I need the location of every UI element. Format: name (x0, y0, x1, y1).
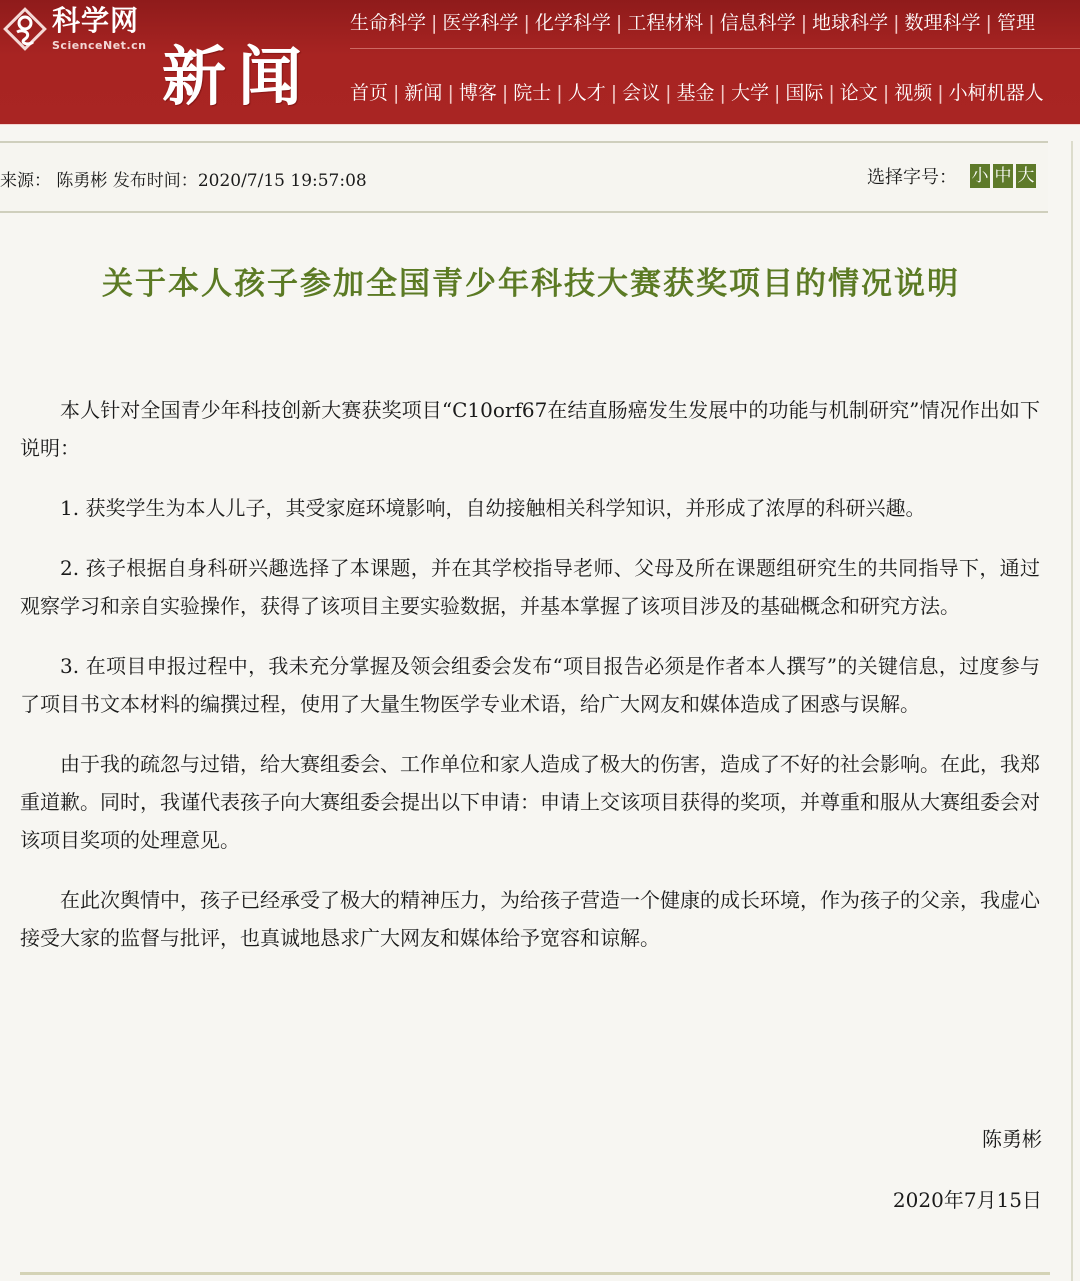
nav-separator: | (523, 12, 530, 34)
nav-funding[interactable]: 基金 (676, 82, 715, 104)
sciencenet-logo[interactable] (2, 4, 162, 54)
logo-text-cn: 科学网 (52, 4, 140, 37)
article-sign-date: 2020年7月15日 (892, 1188, 1042, 1212)
nav-separator: | (393, 82, 400, 104)
publish-time-label: 发布时间： (112, 171, 198, 191)
article-body (20, 391, 1040, 979)
nav-conferences[interactable]: 会议 (622, 82, 661, 104)
nav-separator: | (615, 12, 623, 34)
source-label: 来源： (0, 171, 51, 191)
nav-separator: | (800, 12, 808, 34)
nav-separator: | (985, 12, 992, 34)
nav-life-science[interactable]: 生命科学 (350, 12, 427, 34)
article-bottom-divider (20, 1272, 1050, 1275)
nav-universities[interactable]: 大学 (730, 82, 769, 104)
nav-separator: | (882, 82, 890, 104)
article-paragraph-apology: 由于我的疏忽与过错，给大赛组委会、工作单位和家人造成了极大的伤害，造成了不好的社会影响。在此，我郑重道歉。同时，我谨代表孩子向大赛组委会提出以下申请：申请上交该项目获得的奖项，并尊重和服从大赛组委会对该项目奖项的处理意见。 (20, 752, 1040, 852)
nav-chemical-science[interactable]: 化学科学 (534, 12, 611, 34)
header-edge (0, 124, 1080, 125)
article-paragraph-2: 2. 孩子根据自身科研兴趣选择了本课题，并在其学校指导老师、父母及所在课题组研究生的共同指导下，通过观察学习和亲自实验操作，获得了该项目主要实验数据，并基本掌握了该项目涉及的基础概念和研究方法。 (20, 556, 1040, 618)
nav-academicians[interactable]: 院士 (513, 82, 552, 104)
publish-time-value: 2020/7/15 19:57:08 (197, 171, 367, 191)
nav-separator: | (501, 82, 509, 104)
nav-talent[interactable]: 人才 (567, 82, 606, 104)
nav-xiaoke-robot[interactable]: 小柯机器人 (948, 82, 1044, 104)
nav-management[interactable]: 管理 (996, 12, 1035, 34)
font-size-large-button[interactable]: 大 (1017, 166, 1035, 186)
article-paragraph-3: 3. 在项目申报过程中，我未充分掌握及领会组委会发布“项目报告必须是作者本人撰写”的关键信息，过度参与了项目书文本材料的编撰过程，使用了大量生物医学专业术语，给广大网友和媒体造成了困惑与误解。 (20, 654, 1040, 716)
nav-separator: | (665, 82, 672, 104)
nav-separator: | (610, 82, 618, 104)
font-size-selector (867, 163, 1036, 189)
article-meta-bar (0, 141, 1048, 213)
section-title: 新闻 (162, 41, 314, 115)
nav-separator: | (893, 12, 900, 34)
nav-separator: | (431, 12, 438, 34)
nav-separator: | (937, 82, 944, 104)
nav-video[interactable]: 视频 (894, 82, 933, 104)
main-nav (350, 81, 1044, 105)
subject-nav (350, 11, 1035, 35)
article-title: 关于本人孩子参加全国青少年科技大赛获奖项目的情况说明 (102, 266, 960, 302)
article-paragraph-1: 1. 获奖学生为本人儿子，其受家庭环境影响，自幼接触相关科学知识，并形成了浓厚的科研兴趣。 (60, 496, 926, 520)
nav-math-physics[interactable]: 数理科学 (904, 12, 981, 34)
nav-news[interactable]: 新闻 (404, 82, 443, 104)
source-value: 陈勇彬 (56, 171, 108, 191)
article-paragraph-closing: 在此次舆情中，孩子已经承受了极大的精神压力，为给孩子营造一个健康的成长环境，作为孩子的父亲，我虚心接受大家的监督与批评，也真诚地恳求广大网友和媒体给予宽容和谅解。 (20, 888, 1040, 950)
font-size-label: 选择字号： (867, 167, 957, 188)
article-signature: 陈勇彬 (982, 1127, 1042, 1151)
nav-home[interactable]: 首页 (350, 82, 389, 104)
nav-separator: | (773, 82, 781, 104)
nav-separator: | (708, 12, 715, 34)
article-paragraph-intro: 本人针对全国青少年科技创新大赛获奖项目“C10orf67在结直肠癌发生发展中的功能与机制研究”情况作出如下说明： (20, 398, 1040, 460)
nav-separator: | (556, 82, 563, 104)
nav-medical-science[interactable]: 医学科学 (442, 12, 519, 34)
nav-papers[interactable]: 论文 (839, 82, 878, 104)
site-header (0, 0, 1080, 124)
nav-blog[interactable]: 博客 (458, 82, 497, 104)
nav-information-science[interactable]: 信息科学 (719, 12, 796, 34)
sciencenet-logo-icon (2, 6, 48, 52)
font-size-small-button[interactable]: 小 (971, 166, 989, 186)
logo-text-en: ScienceNet.cn (52, 39, 147, 52)
nav-engineering-materials[interactable]: 工程材料 (627, 12, 704, 34)
article-meta (0, 166, 367, 191)
nav-international[interactable]: 国际 (785, 82, 824, 104)
content-right-border (1071, 141, 1073, 1281)
nav-earth-science[interactable]: 地球科学 (812, 12, 889, 34)
nav-divider (350, 48, 1080, 49)
font-size-medium-button[interactable]: 中 (994, 166, 1012, 186)
nav-separator: | (447, 82, 454, 104)
nav-separator: | (828, 82, 835, 104)
nav-separator: | (719, 82, 726, 104)
